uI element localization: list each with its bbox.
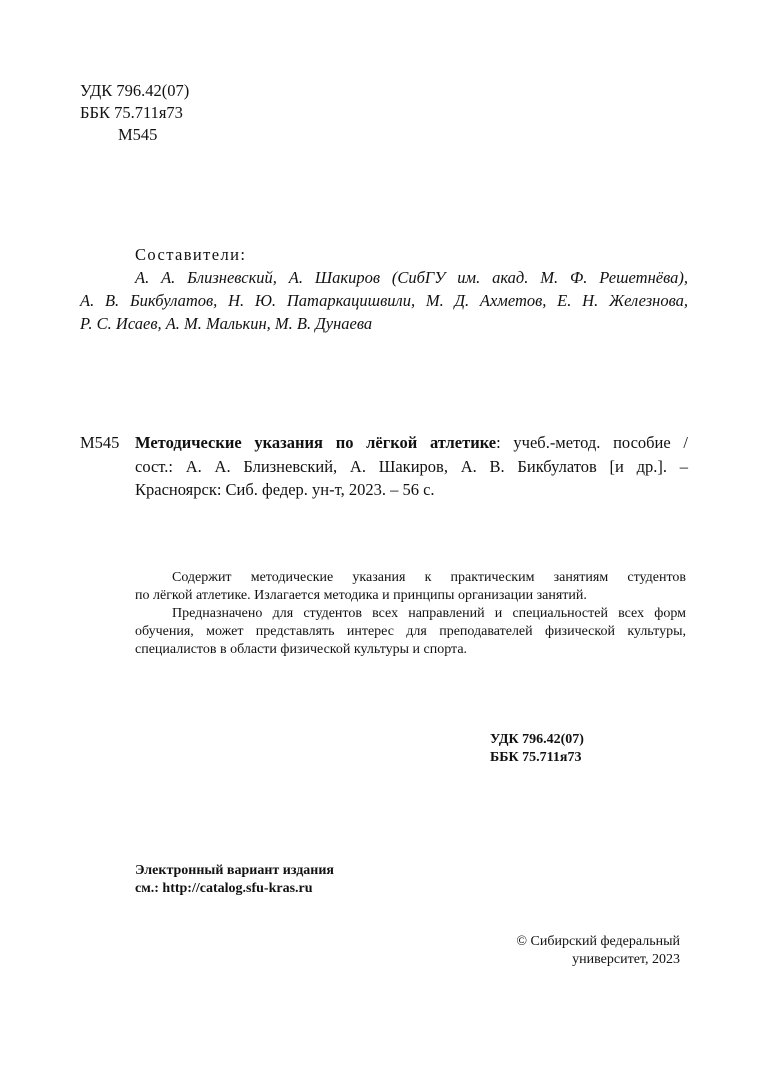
compilers-line-2: А. В. Бикбулатов, Н. Ю. Патаркацишвили, М. Д. Ахметов, Е. Н. Железнова, [80,291,688,310]
copyright-line-2: университет, 2023 [572,952,680,967]
abstract-line-2: по лёгкой атлетике. Излагается методика и принципы организации занятий. [135,588,587,603]
compilers-line-1: А. А. Близневский, А. Шакиров (СибГУ им. акад. М. Ф. Решетнёва), [135,268,688,287]
citation-line-3: Красноярск: Сиб. федер. ун-т, 2023. – 56 с. [135,480,435,499]
compilers-line-3: Р. С. Исаев, А. М. Малькин, М. В. Дунаева [80,314,373,333]
citation-line1-rest: : учеб.-метод. пособие / [496,433,688,452]
codes-bbk: ББК 75.711я73 [490,750,582,765]
header-bbk: ББК 75.711я73 [80,103,183,122]
electronic-line-1: Электронный вариант издания [135,863,334,878]
citation-line-1 [135,432,688,454]
compilers-label: Составители: [135,245,247,264]
copyright-line-1: © Сибирский федеральный [516,934,680,949]
electronic-link[interactable]: см.: http://catalog.sfu-kras.ru [135,881,313,896]
abstract-line-1: Содержит методические указания к практическим занятиям студентов [172,570,686,585]
header-code: М545 [118,125,158,144]
abstract-line-4: обучения, может представлять интерес для преподавателей физической культуры, [135,624,686,639]
citation-code: М545 [80,433,120,452]
abstract-line-5: специалистов в области физической культуры и спорта. [135,642,468,657]
abstract-line-3: Предназначено для студентов всех направлений и специальностей всех форм [172,606,686,621]
citation-title: Методические указания по лёгкой атлетике [135,433,497,452]
header-udk: УДК 796.42(07) [80,81,190,100]
codes-udk: УДК 796.42(07) [490,732,584,747]
citation-line-2: сост.: А. А. Близневский, А. Шакиров, А. В. Бикбулатов [и др.]. – [135,457,688,476]
